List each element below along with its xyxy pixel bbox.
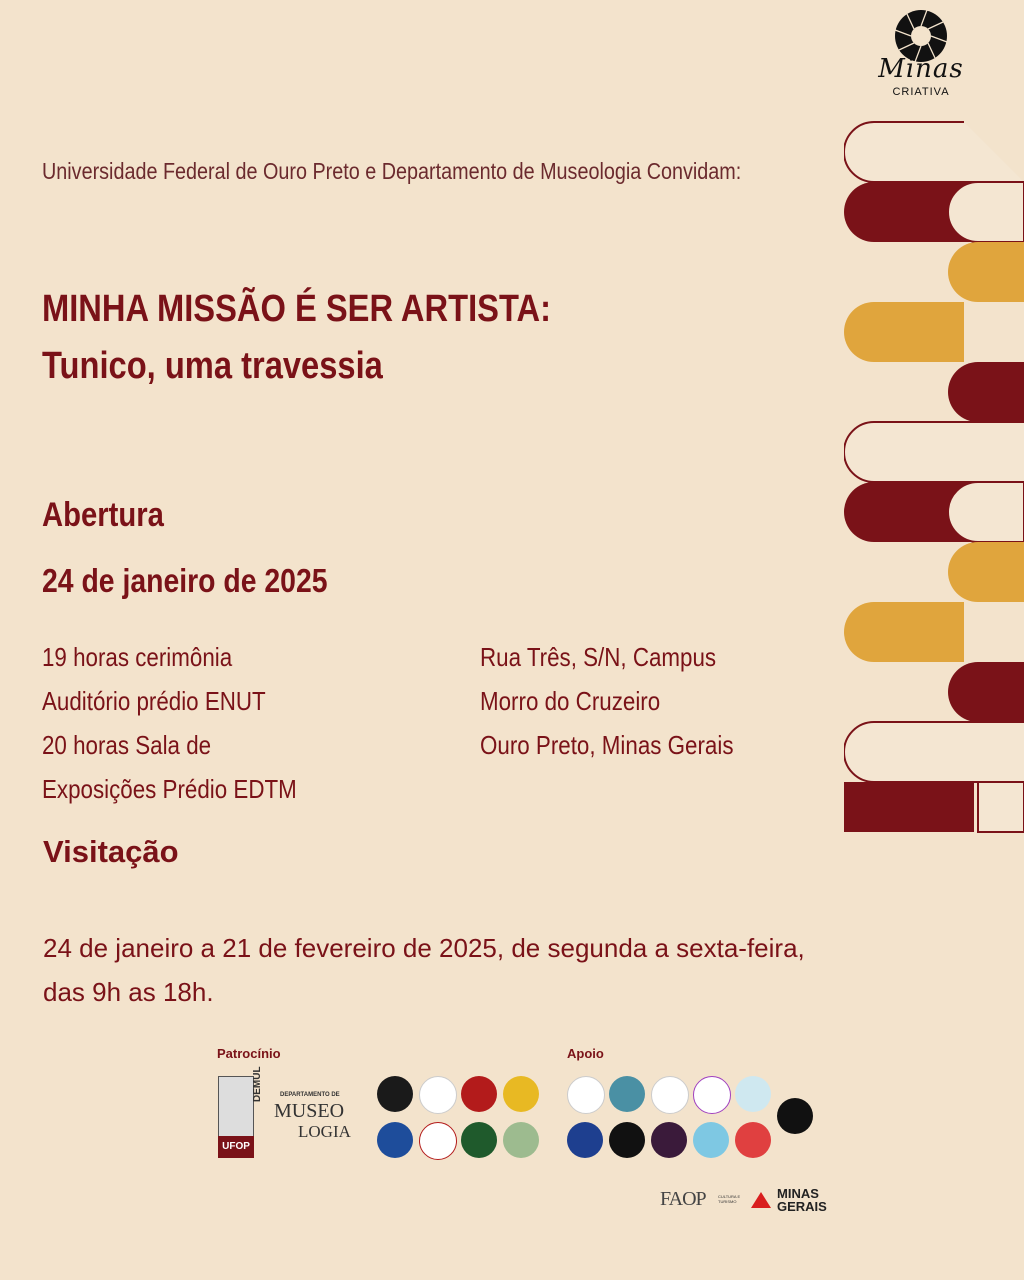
sponsor-logo-icon: [377, 1122, 413, 1158]
support-logo-icon: [651, 1076, 689, 1114]
culture-label: CULTURA E TURISMO: [718, 1194, 741, 1204]
opening-label: Abertura: [42, 496, 164, 534]
demul-label: DEMUL: [252, 1066, 263, 1102]
support-logo-icon: [693, 1122, 729, 1158]
support-logo-icon: [651, 1122, 687, 1158]
support-logo-icon: [609, 1076, 645, 1112]
address-line: Rua Três, S/N, Campus: [480, 642, 717, 672]
support-logo-icon: [693, 1076, 731, 1114]
support-logo-icon: [567, 1122, 603, 1158]
support-logo-icon: [567, 1076, 605, 1114]
decorative-stripes: [844, 120, 1024, 835]
sponsor-label: Patrocínio: [217, 1046, 281, 1061]
brand-subtitle: CRIATIVA: [892, 86, 950, 98]
sponsor-logo-icon: [503, 1122, 539, 1158]
logia-label: LOGIA: [298, 1122, 351, 1141]
opening-detail: Auditório prédio ENUT: [42, 686, 266, 716]
visitation-period: 24 de janeiro a 21 de fevereiro de 2025, de segunda a sexta-feira, das 9h as 18h.: [43, 933, 805, 1007]
exhibition-subtitle: Tunico, uma travessia: [42, 345, 383, 387]
ufop-badge: UFOP: [218, 1136, 254, 1158]
address-line: Morro do Cruzeiro: [480, 686, 661, 716]
opening-detail: 19 horas cerimônia: [42, 642, 233, 672]
sponsor-logo-icon: [461, 1076, 497, 1112]
sponsor-logo-icon: [419, 1122, 457, 1160]
exhibition-title: MINHA MISSÃO É SER ARTISTA:: [42, 288, 551, 330]
opening-detail: 20 horas Sala de: [42, 730, 212, 760]
faop-logo: FAOP: [660, 1188, 706, 1210]
sponsor-logo-icon: [503, 1076, 539, 1112]
support-logo-icon: [735, 1122, 771, 1158]
sponsor-logo-icon: [419, 1076, 457, 1114]
gerais-label: GERAIS: [777, 1199, 827, 1214]
museo-label: MUSEO: [274, 1100, 345, 1122]
opening-detail: Exposições Prédio EDTM: [42, 774, 297, 804]
minas-criativa-logo: [866, 8, 976, 100]
brand-script: Minas: [878, 54, 964, 84]
invitation-line: Universidade Federal de Ouro Preto e Departamento de Museologia Convidam:: [42, 158, 742, 184]
opening-date: 24 de janeiro de 2025: [42, 562, 328, 599]
sponsors-footer: [190, 1030, 840, 1230]
support-logo-icon: [777, 1098, 813, 1134]
sponsor-logo-icon: [461, 1122, 497, 1158]
support-logo-icon: [735, 1076, 771, 1112]
support-label: Apoio: [567, 1046, 604, 1061]
dept-label: DEPARTAMENTO DE: [280, 1092, 340, 1098]
address-line: Ouro Preto, Minas Gerais: [480, 730, 734, 760]
minas-gerais-triangle-icon: [751, 1192, 771, 1208]
minas-label: MINAS: [777, 1186, 819, 1201]
support-logo-icon: [609, 1122, 645, 1158]
ufop-crest-icon: [218, 1076, 254, 1138]
visitation-label: Visitação: [43, 834, 179, 869]
sponsor-logo-icon: [377, 1076, 413, 1112]
